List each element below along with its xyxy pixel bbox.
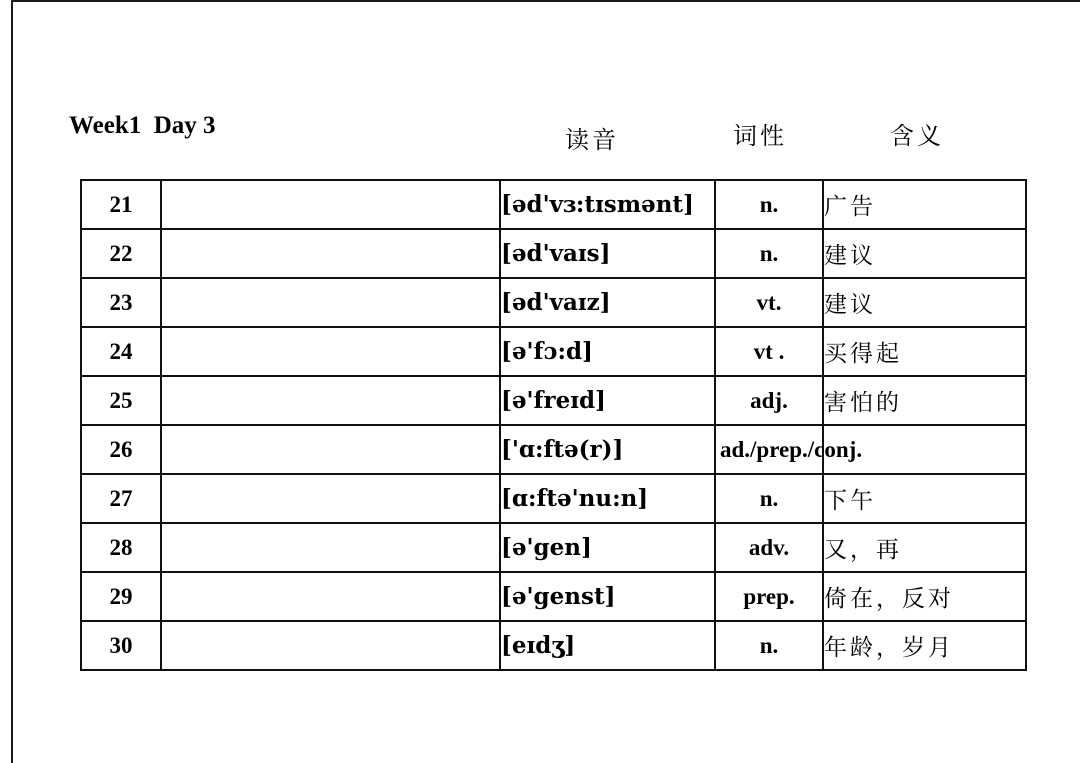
meaning-cell: 年龄，岁月 (823, 621, 1026, 670)
row-number: 26 (81, 425, 161, 474)
table-row (81, 621, 1026, 670)
part-of-speech-cell: n. (715, 180, 823, 229)
part-of-speech-cell: vt . (715, 327, 823, 376)
pronunciation-cell: ['ɑ:ftə(r)] (500, 425, 715, 474)
word-cell (161, 523, 500, 572)
pronunciation-cell: [eɪdʒ] (500, 621, 715, 670)
pronunciation-cell: [ə'genst] (500, 572, 715, 621)
part-of-speech-cell: adv. (715, 523, 823, 572)
pronunciation-cell: [əd'vaɪz] (500, 278, 715, 327)
word-cell (161, 621, 500, 670)
row-number: 28 (81, 523, 161, 572)
table-row (81, 376, 1026, 425)
vocabulary-table (80, 179, 1027, 671)
table-row (81, 180, 1026, 229)
word-cell (161, 229, 500, 278)
meaning-cell: 又，再 (823, 523, 1026, 572)
word-cell (161, 180, 500, 229)
row-number: 29 (81, 572, 161, 621)
page-title: Week1 Day 3 (69, 112, 216, 139)
pronunciation-cell: [əd'vaɪs] (500, 229, 715, 278)
meaning-cell: 建议 (823, 278, 1026, 327)
part-of-speech-text: ad./prep./conj. (720, 436, 863, 462)
pronunciation-cell: [ə'gen] (500, 523, 715, 572)
pronunciation-cell: [ə'fɔ:d] (500, 327, 715, 376)
table-row (81, 572, 1026, 621)
word-cell (161, 474, 500, 523)
column-header-pronunciation: 读音 (565, 126, 619, 154)
part-of-speech-cell: n. (715, 229, 823, 278)
column-header-part-of-speech: 词性 (733, 122, 787, 150)
part-of-speech-cell: adj. (715, 376, 823, 425)
row-number: 27 (81, 474, 161, 523)
part-of-speech-cell: n. (715, 621, 823, 670)
table-row (81, 523, 1026, 572)
row-number: 22 (81, 229, 161, 278)
row-number: 30 (81, 621, 161, 670)
page-border-top (11, 0, 1080, 2)
part-of-speech-cell: vt. (715, 278, 823, 327)
meaning-cell: 建议 (823, 229, 1026, 278)
row-number: 24 (81, 327, 161, 376)
meaning-cell: 下午 (823, 474, 1026, 523)
pronunciation-cell: [ə'freɪd] (500, 376, 715, 425)
part-of-speech-cell: n. (715, 474, 823, 523)
table-row (81, 425, 1026, 474)
meaning-cell: 倚在，反对 (823, 572, 1026, 621)
part-of-speech-cell: prep. (715, 572, 823, 621)
word-cell (161, 327, 500, 376)
meaning-cell: 买得起 (823, 327, 1026, 376)
row-number: 23 (81, 278, 161, 327)
word-cell (161, 572, 500, 621)
row-number: 21 (81, 180, 161, 229)
pronunciation-cell: [ɑ:ftə'nu:n] (500, 474, 715, 523)
table-row (81, 229, 1026, 278)
column-header-meaning: 含义 (890, 122, 944, 150)
pronunciation-cell: [əd'vɜ:tɪsmənt] (500, 180, 715, 229)
meaning-cell: 广告 (823, 180, 1026, 229)
table-row (81, 474, 1026, 523)
part-of-speech-cell (715, 425, 863, 474)
table-row (81, 327, 1026, 376)
table-row (81, 278, 1026, 327)
word-cell (161, 278, 500, 327)
row-number: 25 (81, 376, 161, 425)
page-border-left (11, 0, 13, 763)
word-cell (161, 425, 500, 474)
word-cell (161, 376, 500, 425)
meaning-cell: 害怕的 (823, 376, 1026, 425)
